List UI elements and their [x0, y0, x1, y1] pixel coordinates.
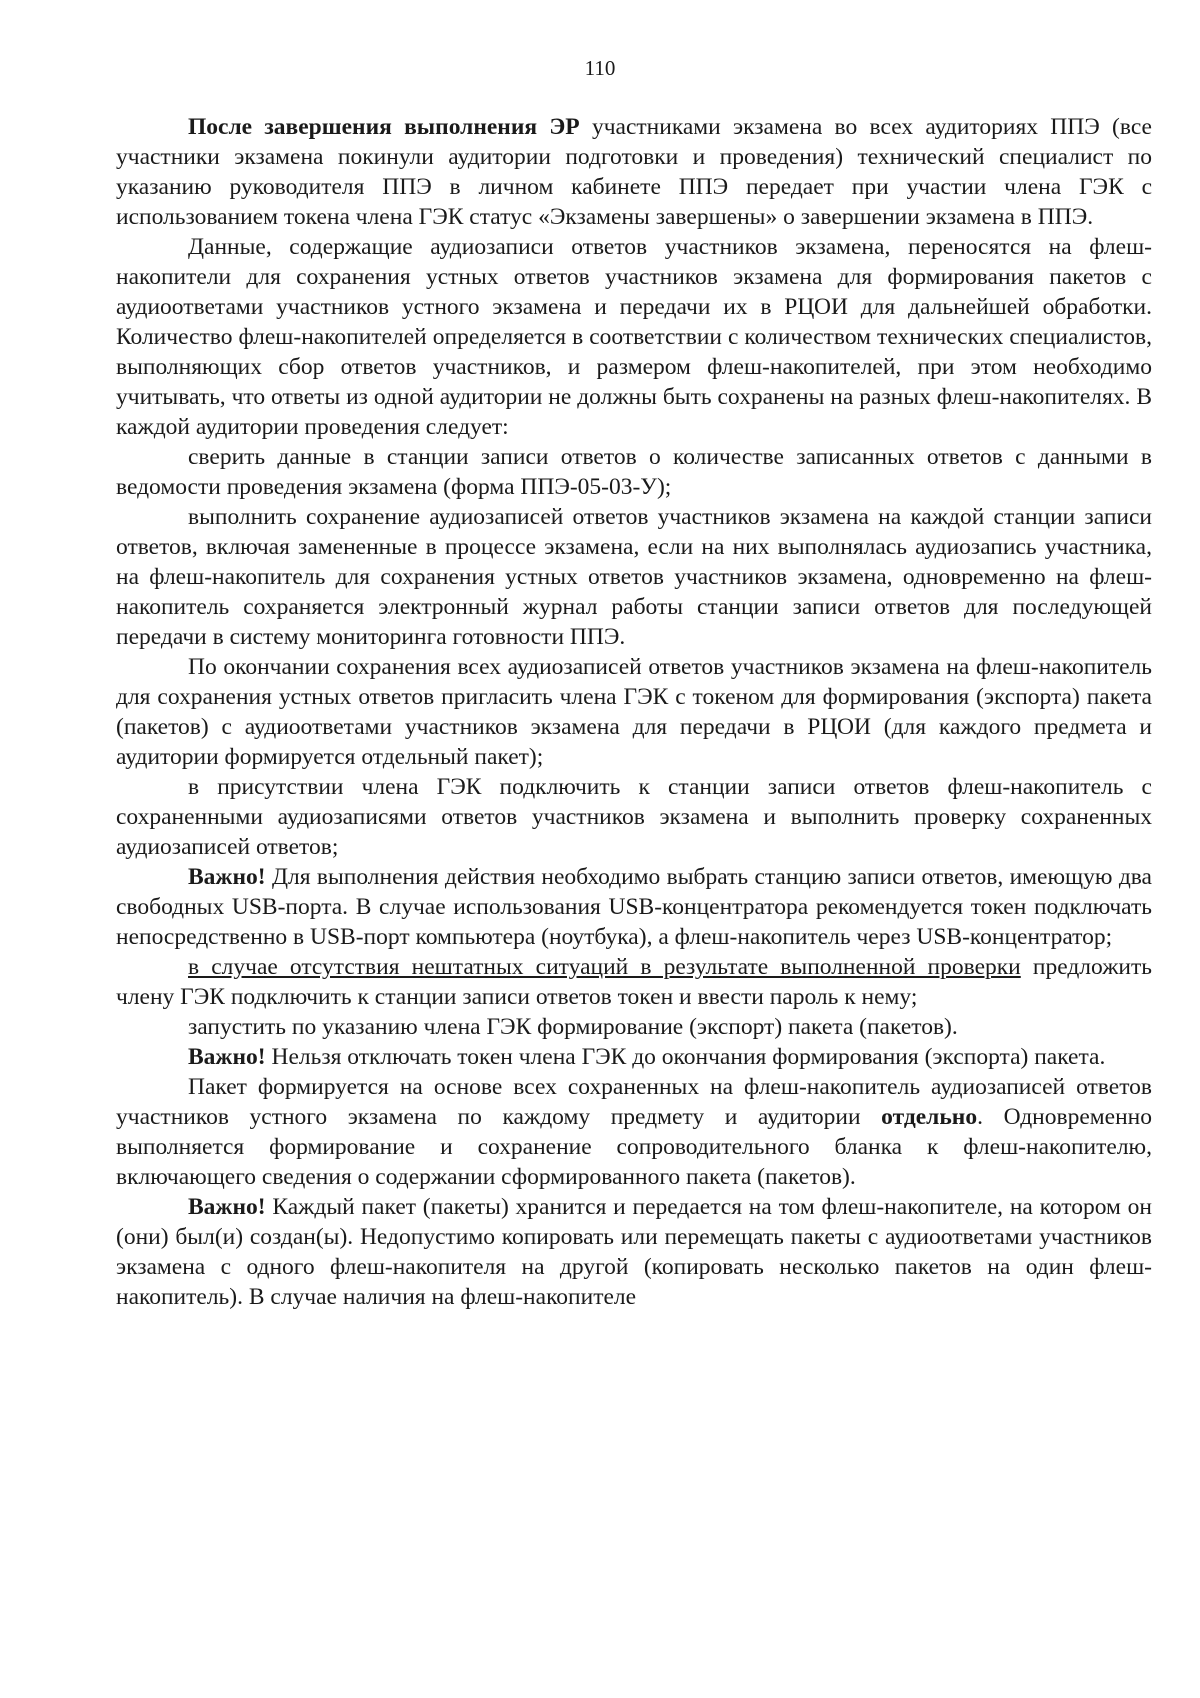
paragraph-connect-flash	[116, 772, 1152, 862]
paragraph-invite-gek	[116, 652, 1152, 772]
paragraph-text: предложить члену ГЭК подключить к станции записи ответов токен и ввести пароль к нему;	[116, 954, 1152, 1010]
paragraph-text: По окончании сохранения всех аудиозаписей ответов участников экзамена на флеш-накопитель для сохранения устных ответов пригласить члена ГЭК с токеном для формирования (экспорта) пакета (пакетов) с аудиоответами участников экзамена для передачи в РЦОИ (для каждого предмета и аудитории формируется отдельный пакет);	[116, 654, 1152, 770]
paragraph-important-token	[116, 1042, 1152, 1072]
paragraph-text: Данные, содержащие аудиозаписи ответов участников экзамена, переносятся на флеш-накопители для сохранения устных ответов участников экзамена для формирования пакетов с аудиоответами участников устного экзамена и передачи их в РЦОИ для дальнейшей обработки. Количество флеш-накопителей определяется в соответствии с количеством технических специалистов, выполняющих сбор ответов участников, и размером флеш-накопителей, при этом необходимо учитывать, что ответы из одной аудитории не должны быть сохранены на разных флеш-накопителях. В каждой аудитории проведения следует:	[116, 234, 1152, 440]
paragraph-start-export	[116, 1012, 1152, 1042]
paragraph-exam-completed	[116, 112, 1152, 232]
paragraph-text: запустить по указанию члена ГЭК формирование (экспорт) пакета (пакетов).	[188, 1014, 958, 1040]
paragraph-text: участниками экзамена во всех аудиториях ППЭ (все участники экзамена покинули аудитории подготовки и проведения) технический специалист по указанию руководителя ППЭ в личном кабинете ППЭ передает при участии члена ГЭК с использованием токена члена ГЭК статус «Экзамены завершены» о завершении экзамена в ППЭ.	[116, 114, 1152, 230]
paragraph-text: выполнить сохранение аудиозаписей ответов участников экзамена на каждой станции записи ответов, включая замененные в процессе экзамена, если на них выполнялась аудиозапись участника, на флеш-накопитель для сохранения устных ответов участников экзамена, одновременно на флеш-накопитель сохраняется электронный журнал работы станции записи ответов для последующей передачи в систему мониторинга готовности ППЭ.	[116, 504, 1152, 650]
paragraph-audio-data	[116, 232, 1152, 442]
paragraph-text: сверить данные в станции записи ответов о количестве записанных ответов с данными в ведомости проведения экзамена (форма ППЭ-05-03-У);	[116, 444, 1152, 500]
paragraph-text: . Одновременно выполняется формирование и сохранение сопроводительного бланка к флеш-накопителю, включающего сведения о содержании сформированного пакета (пакетов).	[116, 1104, 1152, 1190]
paragraph-text: Пакет формируется на основе всех сохраненных на флеш-накопитель аудиозаписей ответов участников устного экзамена по каждому предмету и аудитории	[116, 1074, 1152, 1130]
paragraph-text: Каждый пакет (пакеты) хранится и передается на том флеш-накопителе, на котором он (они) был(и) создан(ы). Недопустимо копировать или перемещать пакеты с аудиоответами участников экзамена с одного флеш-накопителя на другой (копировать несколько пакетов на один флеш-накопитель). В случае наличия на флеш-накопителе	[116, 1194, 1152, 1310]
paragraph-package-formed	[116, 1072, 1152, 1192]
paragraph-verify-data	[116, 442, 1152, 502]
paragraph-token-password	[116, 952, 1152, 1012]
paragraph-important-usb	[116, 862, 1152, 952]
paragraph-important-storage	[116, 1192, 1152, 1312]
paragraph-text: Нельзя отключать токен члена ГЭК до окончания формирования (экспорта) пакета.	[265, 1044, 1106, 1070]
paragraph-save-recordings	[116, 502, 1152, 652]
document-body	[116, 112, 1152, 1312]
important-label: Важно!	[188, 1194, 266, 1220]
important-label: Важно!	[188, 1044, 266, 1070]
bold-lead-in: После завершения выполнения ЭР	[188, 114, 580, 140]
paragraph-text: в присутствии члена ГЭК подключить к станции записи ответов флеш-накопитель с сохраненными аудиозаписями ответов участников экзамена и выполнить проверку сохраненных аудиозаписей ответов;	[116, 774, 1152, 860]
paragraph-text: Для выполнения действия необходимо выбрать станцию записи ответов, имеющую два свободных USB-порта. В случае использования USB-концентратора рекомендуется токен подключать непосредственно в USB-порт компьютера (ноутбука), а флеш-накопитель через USB-концентратор;	[116, 864, 1152, 950]
page-number: 110	[584, 56, 616, 80]
underlined-condition: в случае отсутствия нештатных ситуаций в результате выполненной проверки	[188, 954, 1021, 980]
bold-word: отдельно	[881, 1104, 978, 1130]
important-label: Важно!	[188, 864, 266, 890]
